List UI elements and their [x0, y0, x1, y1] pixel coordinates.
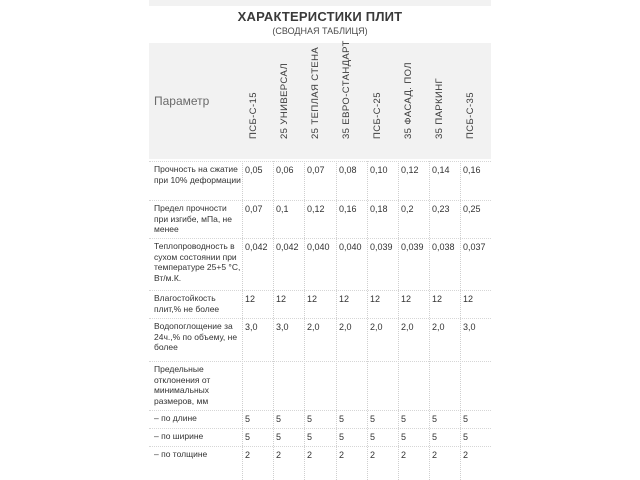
- row-label: Влагостойкость плит,% не более: [154, 293, 220, 314]
- table-cell: 0,042: [276, 242, 299, 252]
- row-label: Водопоглощение за 24ч.,% по объему, не более: [154, 321, 238, 352]
- table-cell: 0,042: [245, 242, 268, 252]
- table-cell: 12: [276, 294, 287, 304]
- table-row: [149, 203, 491, 240]
- table-cell: 2,0: [401, 322, 414, 332]
- table-cell: 2: [276, 450, 282, 460]
- row-divider: [149, 238, 491, 239]
- table-cell: 0,18: [370, 204, 388, 214]
- param-header: Параметр: [154, 94, 210, 108]
- table-cell: 12: [339, 294, 350, 304]
- table-cell: 5: [245, 414, 251, 424]
- table-cell: 2: [401, 450, 407, 460]
- column-header: 35 ПАРКИНГ: [434, 77, 445, 139]
- table-row: [149, 364, 491, 412]
- table-row: [149, 321, 491, 363]
- table-cell: 12: [401, 294, 412, 304]
- table-cell: 5: [463, 432, 469, 442]
- table-cell: 2,0: [307, 322, 320, 332]
- table-cell: 0,039: [401, 242, 424, 252]
- table-cell: 0,07: [245, 204, 263, 214]
- column-header: 25 УНИВЕРСАЛ: [279, 62, 290, 139]
- table-cell: 5: [307, 432, 313, 442]
- column-header: 35 ЕВРО-СТАНДАРТ: [341, 40, 352, 139]
- row-divider: [149, 361, 491, 362]
- table-cell: 0,12: [401, 165, 419, 175]
- table-cell: 2: [245, 450, 251, 460]
- table-cell: 0,23: [432, 204, 450, 214]
- table-cell: 5: [401, 414, 407, 424]
- table-cell: 12: [245, 294, 256, 304]
- table-cell: 0,25: [463, 204, 481, 214]
- table-cell: 3,0: [463, 322, 476, 332]
- table-cell: 5: [432, 414, 438, 424]
- column-header: ПСБ-С-15: [248, 92, 259, 139]
- table-cell: 0,040: [307, 242, 330, 252]
- table-cell: 2: [463, 450, 469, 460]
- row-label: – по ширине: [154, 431, 204, 441]
- table-row: [149, 241, 491, 292]
- row-divider: [149, 410, 491, 411]
- column-header: ПСБ-С-25: [372, 92, 383, 139]
- table-cell: 2,0: [339, 322, 352, 332]
- table-cell: 5: [370, 432, 376, 442]
- table-cell: 2: [432, 450, 438, 460]
- table-cell: 2: [307, 450, 313, 460]
- table-cell: 0,16: [339, 204, 357, 214]
- table-cell: 2: [370, 450, 376, 460]
- table-cell: 0,07: [307, 165, 325, 175]
- table-row: [149, 164, 491, 202]
- table-cell: 0,08: [339, 165, 357, 175]
- row-label: Предел прочности при изгибе, мПа, не менее: [154, 203, 232, 234]
- table-cell: 3,0: [245, 322, 258, 332]
- table-cell: 5: [370, 414, 376, 424]
- table-cell: 12: [307, 294, 318, 304]
- table-cell: 0,039: [370, 242, 393, 252]
- table-cell: 3,0: [276, 322, 289, 332]
- document-page: [149, 0, 491, 480]
- column-header: ПСБ-С-35: [465, 92, 476, 139]
- table-cell: 5: [339, 432, 345, 442]
- row-divider: [149, 318, 491, 319]
- row-divider: [149, 161, 491, 162]
- table-cell: 2: [339, 450, 345, 460]
- top-strip: [149, 0, 491, 6]
- row-divider: [149, 446, 491, 447]
- table-cell: 0,037: [463, 242, 486, 252]
- table-cell: 0,10: [370, 165, 388, 175]
- table-cell: 5: [276, 432, 282, 442]
- table-cell: 12: [370, 294, 381, 304]
- row-divider: [149, 200, 491, 201]
- page-subtitle: (СВОДНАЯ ТАБЛИЦЯ): [272, 26, 368, 36]
- column-header: 35 ФАСАД. ПОЛ: [403, 62, 414, 139]
- table-cell: 0,16: [463, 165, 481, 175]
- table-cell: 0,038: [432, 242, 455, 252]
- table-cell: 5: [307, 414, 313, 424]
- table-cell: 5: [276, 414, 282, 424]
- table-cell: 2,0: [370, 322, 383, 332]
- table-cell: 0,12: [307, 204, 325, 214]
- table-cell: 5: [463, 414, 469, 424]
- row-divider: [149, 290, 491, 291]
- table-cell: 2,0: [432, 322, 445, 332]
- page-title: ХАРАКТЕРИСТИКИ ПЛИТ: [237, 9, 403, 24]
- table-cell: 5: [339, 414, 345, 424]
- table-cell: 0,05: [245, 165, 263, 175]
- table-cell: 0,14: [432, 165, 450, 175]
- table-header: [149, 40, 491, 159]
- table-cell: 0,1: [276, 204, 289, 214]
- row-label: Предельные отклонения от минимальных размеров, мм: [154, 364, 211, 406]
- row-label: – по толщине: [154, 449, 208, 459]
- table-cell: 0,06: [276, 165, 294, 175]
- row-label: – по длине: [154, 413, 197, 423]
- table-cell: 5: [401, 432, 407, 442]
- table-cell: 5: [245, 432, 251, 442]
- table-cell: 5: [432, 432, 438, 442]
- row-label: Теплопроводность в сухом состоянии при температуре 25+5 °С, Вт/м.К.: [154, 241, 241, 283]
- table-cell: 12: [432, 294, 443, 304]
- table-cell: 12: [463, 294, 474, 304]
- table-cell: 0,2: [401, 204, 414, 214]
- row-label: Прочность на сжатие при 10% деформации: [154, 164, 241, 185]
- table-row: [149, 293, 491, 320]
- table-row: [149, 449, 491, 467]
- column-header: 25 ТЕПЛАЯ СТЕНА: [310, 46, 321, 139]
- table-cell: 0,040: [339, 242, 362, 252]
- row-divider: [149, 428, 491, 429]
